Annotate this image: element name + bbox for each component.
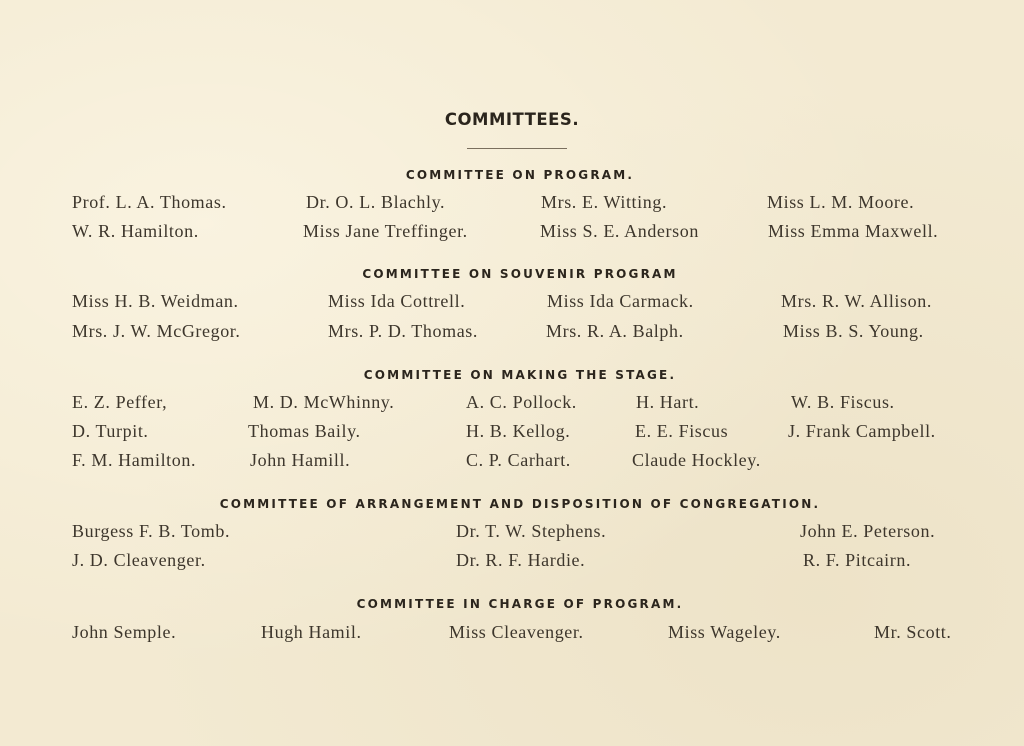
committee-member: Miss H. B. Weidman. (72, 291, 239, 311)
committee-member: W. R. Hamilton. (72, 221, 199, 241)
committee-member: Miss S. E. Anderson (540, 221, 699, 241)
committee-member: D. Turpit. (72, 421, 149, 441)
committee-member: Mrs. E. Witting. (541, 192, 668, 212)
page-title: COMMITTEES. (444, 110, 580, 129)
committee-member: Miss Cleavenger. (449, 622, 584, 642)
committee-member: Dr. R. F. Hardie. (456, 550, 586, 570)
committee-member: F. M. Hamilton. (72, 450, 197, 470)
committee-member: Mrs. J. W. McGregor. (72, 321, 241, 341)
committee-member: John E. Peterson. (800, 521, 936, 541)
committee-member: Miss Emma Maxwell. (768, 221, 939, 241)
committee-member: M. D. McWhinny. (253, 392, 395, 412)
committee-member: W. B. Fiscus. (791, 392, 895, 412)
committee-member: A. C. Pollock. (466, 392, 577, 412)
committee-member: H. Hart. (636, 392, 700, 412)
committee-heading-souvenir-program: COMMITTEE ON SOUVENIR PROGRAM (362, 267, 678, 281)
committee-member: Miss Ida Carmack. (547, 291, 694, 311)
committee-member: John Hamill. (250, 450, 351, 470)
committee-member: Burgess F. B. Tomb. (72, 521, 231, 541)
committee-member: Mrs. R. W. Allison. (781, 291, 932, 311)
committee-heading-making-stage: COMMITTEE ON MAKING THE STAGE. (363, 368, 677, 382)
committee-heading-in-charge: COMMITTEE IN CHARGE OF PROGRAM. (356, 597, 684, 611)
committee-member: Miss B. S. Young. (783, 321, 924, 341)
committee-member: J. D. Cleavenger. (72, 550, 206, 570)
committee-member: Mrs. R. A. Balph. (546, 321, 684, 341)
committee-member: E. E. Fiscus (635, 421, 729, 441)
committee-member: Dr. T. W. Stephens. (456, 521, 607, 541)
committee-member: Dr. O. L. Blachly. (306, 192, 446, 212)
committee-member: Mr. Scott. (874, 622, 952, 642)
committee-member: Miss Wageley. (668, 622, 781, 642)
committee-member: J. Frank Campbell. (788, 421, 936, 441)
committee-member: Prof. L. A. Thomas. (72, 192, 227, 212)
committee-heading-program: COMMITTEE ON PROGRAM. (405, 168, 635, 182)
committee-member: Mrs. P. D. Thomas. (328, 321, 478, 341)
committee-member: H. B. Kellog. (466, 421, 571, 441)
committee-member: E. Z. Peffer, (72, 392, 168, 412)
committee-member: Miss Jane Treffinger. (303, 221, 468, 241)
committee-member: Hugh Hamil. (261, 622, 362, 642)
committee-heading-arrangement: COMMITTEE OF ARRANGEMENT AND DISPOSITION OF CONGREGATION. (219, 497, 821, 511)
committee-member: Thomas Baily. (248, 421, 361, 441)
committee-member: John Semple. (72, 622, 177, 642)
committee-member: R. F. Pitcairn. (803, 550, 912, 570)
title-divider (467, 148, 567, 149)
committee-member: Miss L. M. Moore. (767, 192, 915, 212)
committee-member: C. P. Carhart. (466, 450, 571, 470)
committee-member: Claude Hockley. (632, 450, 761, 470)
committee-member: Miss Ida Cottrell. (328, 291, 466, 311)
